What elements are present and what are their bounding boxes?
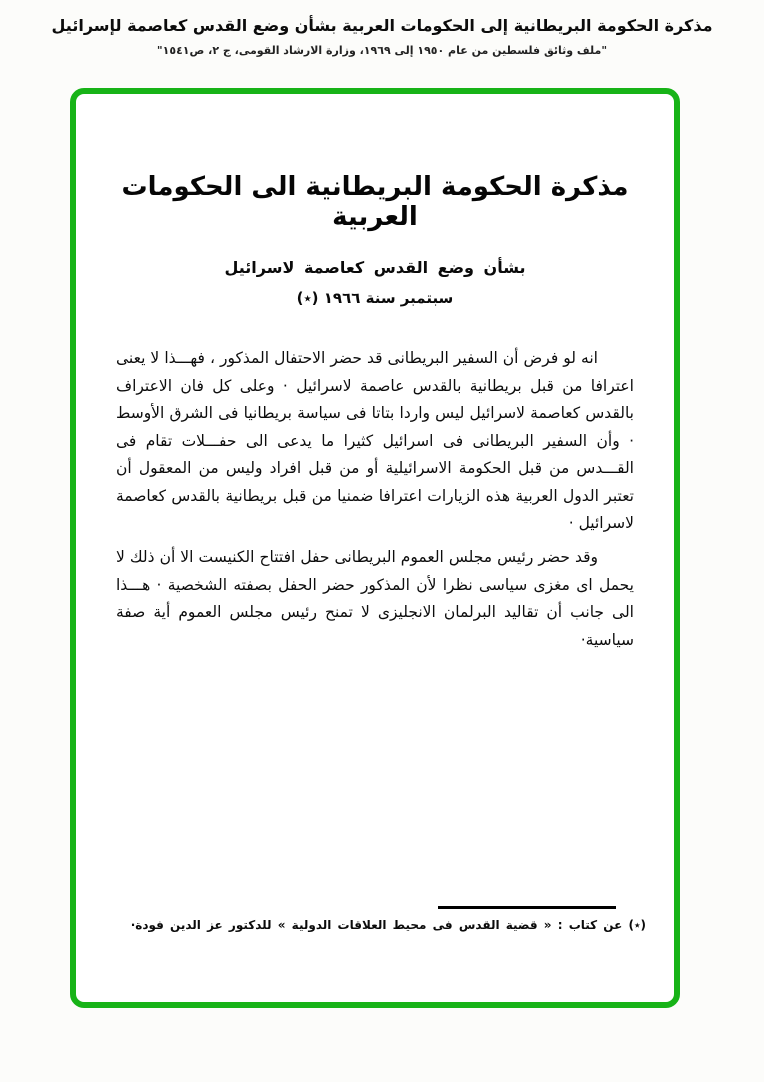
footnote-area xyxy=(104,906,646,966)
paragraph-2: وقد حضر رئيس مجلس العموم البريطانى حفل افتتاح الكنيست الا أن ذلك لا يحمل اى مغزى سياسى نظرا لأن المذكور حضر الحفل بصفته الشخصية · هـــذا الى جانب أن تقاليد البرلمان الانجليزى لا تمنح رئيس مجلس العموم أية صفة سياسية· xyxy=(116,548,634,649)
page-content xyxy=(76,94,674,1002)
body-text xyxy=(116,345,634,654)
green-border-frame xyxy=(70,88,680,1008)
footnote-text: (٭) عن كتاب : « قضية القدس فى محيط العلاقات الدولية » للدكتور عز الدين فودة· xyxy=(130,918,646,932)
header-title: مذكرة الحكومة البريطانية إلى الحكومات العربية بشأن وضع القدس كعاصمة لإسرائيل xyxy=(51,16,713,35)
page-date: سبتمبر سنة ١٩٦٦ (٭) xyxy=(296,289,454,307)
page-title: مذكرة الحكومة البريطانية الى الحكومات العربية xyxy=(121,172,629,232)
document-header xyxy=(0,16,764,57)
header-source-line: "ملف وثائق فلسطين من عام ١٩٥٠ إلى ١٩٦٩، وزارة الارشاد القومى، ج ٢، ص١٥٤١" xyxy=(156,44,608,57)
footnote-separator-line xyxy=(438,906,616,909)
page-subtitle: بشأن وضع القدس كعاصمة لاسرائيل xyxy=(224,258,526,277)
paragraph-1: انه لو فرض أن السفير البريطانى قد حضر الاحتفال المذكور ، فهـــذا لا يعنى اعترافا من قبل بريطانية بالقدس عاصمة لاسرائيل · وعلى كل فان الاعتراف بالقدس كعاصمة لاسرائيل ليس واردا بتاتا فى سياسة بريطانيا فى الشرق الأوسط · وأن السفير البريطانى فى اسرائيل كثيرا ما يدعى الى حفـــلات تقام فى القـــدس من قبل الحكومة الاسرائيلية أو من قبل افراد وليس من المعقول أن تعتبر الدول العربية هذه الزيارات اعترافا ضمنيا من قبل بريطانية بالقدس كعاصمة لاسرائيل · xyxy=(116,349,634,533)
